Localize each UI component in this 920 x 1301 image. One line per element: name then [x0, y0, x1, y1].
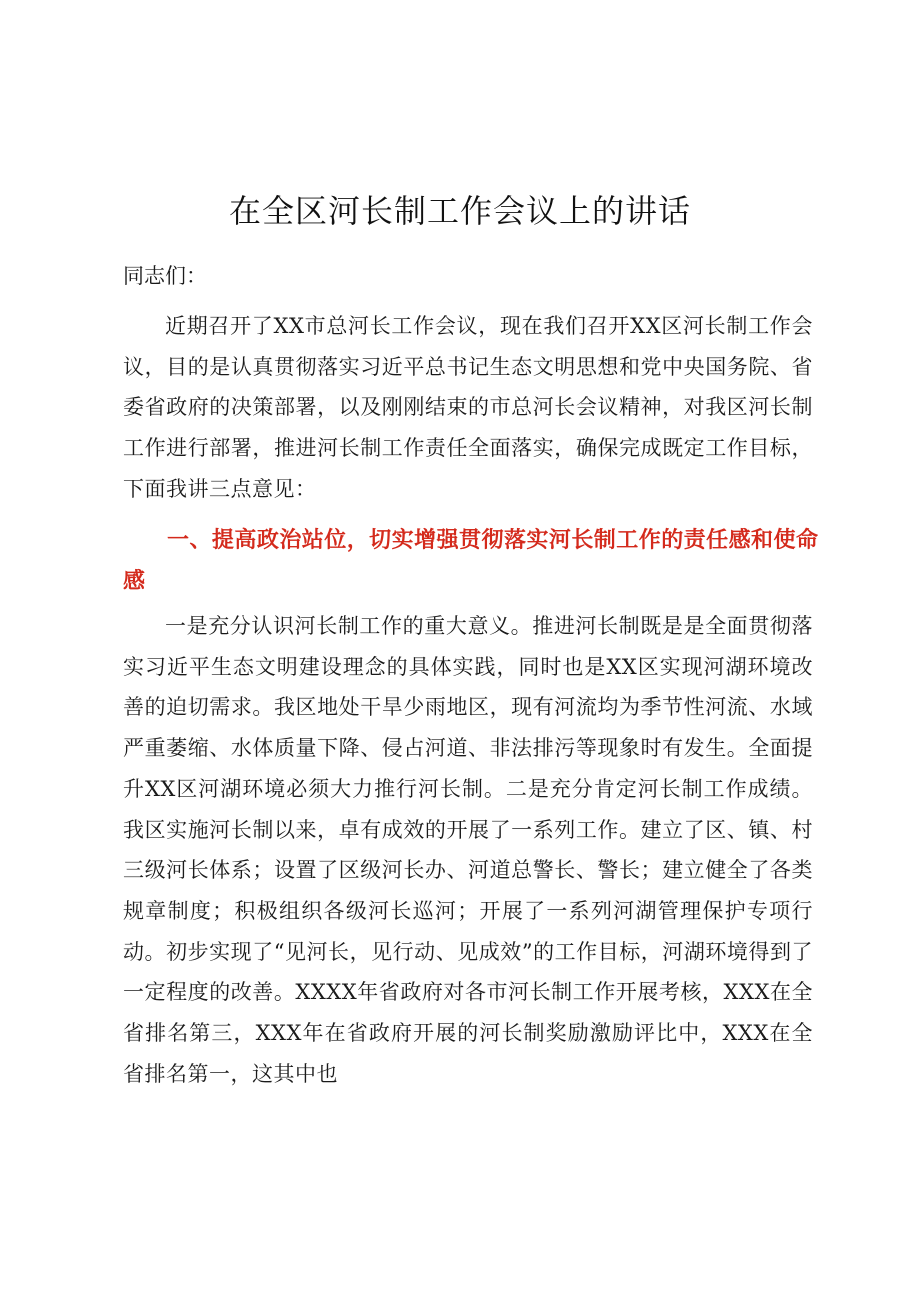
document-title: 在全区河长制工作会议上的讲话 [228, 192, 691, 230]
section-heading-1: 一、提高政治站位，切实增强贯彻落实河长制工作的责任感和使命感 [123, 528, 818, 594]
intro-paragraph: 近期召开了XX市总河长工作会议，现在我们召开XX区河长制工作会议，目的是认真贯彻落实习近平总书记生态文明思想和党中央国务院、省委省政府的决策部署，以及刚刚结束的市总河长会议精神，对我区河长制工作进行部署，推进河长制工作责任全面落实，确保完成既定工作目标，下面我讲三点意见： [123, 314, 813, 501]
section-1-paragraph: 一是充分认识河长制工作的重大意义。推进河长制既是是全面贯彻落实习近平生态文明建设理念的具体实践，同时也是XX区实现河湖环境改善的迫切需求。我区地处干旱少雨地区，现有河流均为季节性河流、水域严重萎缩、水体质量下降、侵占河道、非法排污等现象时有发生。全面提升XX区河湖环境必须大力推行河长制。二是充分肯定河长制工作成绩。我区实施河长制以来，卓有成效的开展了一系列工作。建立了区、镇、村三级河长体系；设置了区级河长办、河道总警长、警长；建立健全了各类规章制度；积极组织各级河长巡河；开展了一系列河湖管理保护专项行动。初步实现了“见河长，见行动、见成效”的工作目标，河湖环境得到了一定程度的改善。XXXX年省政府对各市河长制工作开展考核，XXX在全省排名第三，XXX年在省政府开展的河长制奖励激励评比中，XXX在全省排名第一，这其中也 [123, 614, 813, 1086]
salutation: 同志们： [123, 264, 207, 288]
